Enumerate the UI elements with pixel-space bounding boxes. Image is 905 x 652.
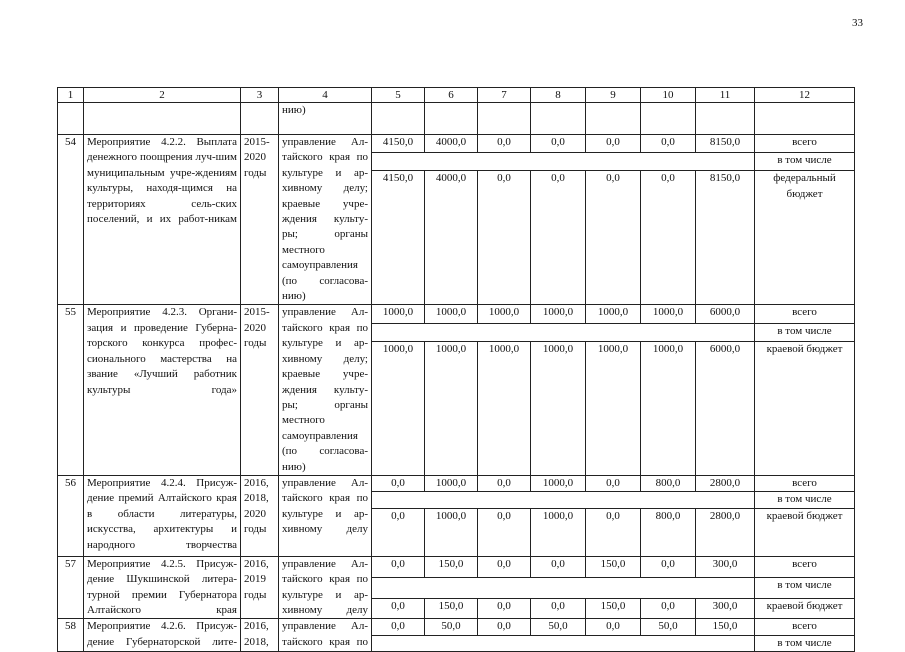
total-label: всего [755, 305, 855, 323]
value-cell: 0,0 [531, 598, 586, 619]
value-cell: 0,0 [586, 475, 641, 491]
value-cell: 0,0 [586, 619, 641, 635]
value-cell: 0,0 [372, 475, 425, 491]
value-cell: 0,0 [586, 171, 641, 305]
value-cell: 4000,0 [425, 171, 478, 305]
spacer-cell [372, 577, 755, 598]
including-label: в том числе [755, 323, 855, 341]
funding-source: федеральный бюджет [755, 171, 855, 305]
value-cell: 50,0 [425, 619, 478, 635]
value-cell: 0,0 [531, 556, 586, 577]
including-label: в том числе [755, 635, 855, 651]
including-label: в том числе [755, 577, 855, 598]
value-cell: 1000,0 [586, 341, 641, 475]
col-header: 10 [641, 88, 696, 103]
event-name: Мероприятие 4.2.4. Присуж-дение премий Алтайского края в области литературы, искусства, архитектуры и народного творчества [84, 475, 241, 556]
event-years: 2016, 2018, [241, 619, 279, 652]
value-cell: 4000,0 [425, 135, 478, 153]
row-number: 54 [58, 135, 84, 305]
value-cell: 0,0 [372, 598, 425, 619]
funding-source: краевой бюджет [755, 598, 855, 619]
col-header: 6 [425, 88, 478, 103]
value-cell: 0,0 [531, 171, 586, 305]
value-cell: 300,0 [696, 556, 755, 577]
col-header: 7 [478, 88, 531, 103]
spacer-cell [372, 492, 755, 508]
program-table [57, 87, 855, 652]
value-cell: 1000,0 [425, 475, 478, 491]
value-cell: 0,0 [478, 508, 531, 556]
value-cell: 2800,0 [696, 475, 755, 491]
value-cell: 1000,0 [478, 341, 531, 475]
executors: управление Ал-тайского края по [279, 619, 372, 652]
row-number: 55 [58, 305, 84, 475]
event-years: 2015- 2020 годы [241, 135, 279, 305]
value-cell: 0,0 [641, 556, 696, 577]
spacer-cell [372, 153, 755, 171]
value-cell: 0,0 [478, 135, 531, 153]
value-cell: 1000,0 [425, 341, 478, 475]
row-number: 58 [58, 619, 84, 652]
col-header: 5 [372, 88, 425, 103]
continuation-row [58, 103, 855, 135]
row-number: 56 [58, 475, 84, 556]
value-cell: 0,0 [478, 598, 531, 619]
event-years: 2016, 2019 годы [241, 556, 279, 619]
value-cell: 150,0 [425, 556, 478, 577]
value-cell: 0,0 [641, 135, 696, 153]
value-cell: 2800,0 [696, 508, 755, 556]
value-cell: 8150,0 [696, 135, 755, 153]
value-cell: 1000,0 [372, 305, 425, 323]
value-cell: 1000,0 [531, 508, 586, 556]
including-label: в том числе [755, 153, 855, 171]
spacer-cell [372, 323, 755, 341]
total-label: всего [755, 135, 855, 153]
value-cell: 0,0 [586, 508, 641, 556]
event-name: Мероприятие 4.2.3. Органи-зация и проведение Губерна-торского конкурса профес-сионального мастерства на звание «Лучший работник культуры года» [84, 305, 241, 475]
value-cell: 1000,0 [478, 305, 531, 323]
value-cell: 4150,0 [372, 171, 425, 305]
value-cell: 1000,0 [586, 305, 641, 323]
continuation-cell: нию) [279, 103, 372, 135]
value-cell: 0,0 [372, 508, 425, 556]
col-header: 8 [531, 88, 586, 103]
value-cell: 150,0 [586, 598, 641, 619]
event-name: Мероприятие 4.2.5. Присуж-дение Шукшинской литера-турной премии Губернатора Алтайского края [84, 556, 241, 619]
col-header: 3 [241, 88, 279, 103]
value-cell: 0,0 [478, 171, 531, 305]
value-cell: 6000,0 [696, 341, 755, 475]
value-cell: 4150,0 [372, 135, 425, 153]
value-cell: 300,0 [696, 598, 755, 619]
value-cell: 800,0 [641, 475, 696, 491]
value-cell: 0,0 [531, 135, 586, 153]
event-years: 2015- 2020 годы [241, 305, 279, 475]
value-cell: 0,0 [478, 619, 531, 635]
executors: управление Ал-тайского края по культуре и ар-хивному делу; краевые учре-ждения культу-ры; органы местного самоуправления (по согласова-нию) [279, 305, 372, 475]
value-cell: 1000,0 [425, 305, 478, 323]
col-header: 12 [755, 88, 855, 103]
value-cell: 1000,0 [531, 341, 586, 475]
executors: управление Ал-тайского края по культуре и ар-хивному делу [279, 475, 372, 556]
table-row [58, 556, 855, 577]
col-header: 1 [58, 88, 84, 103]
value-cell: 50,0 [531, 619, 586, 635]
value-cell: 150,0 [425, 598, 478, 619]
value-cell: 0,0 [478, 556, 531, 577]
spacer-cell [372, 635, 755, 651]
funding-source: краевой бюджет [755, 508, 855, 556]
value-cell: 0,0 [641, 171, 696, 305]
value-cell: 800,0 [641, 508, 696, 556]
value-cell: 8150,0 [696, 171, 755, 305]
header-row [58, 88, 855, 103]
value-cell: 1000,0 [641, 305, 696, 323]
executors: управление Ал-тайского края по культуре и ар-хивному делу [279, 556, 372, 619]
page-number: 33 [852, 17, 863, 29]
table-row [58, 619, 855, 635]
event-years: 2016, 2018, 2020 годы [241, 475, 279, 556]
value-cell: 150,0 [696, 619, 755, 635]
event-name: Мероприятие 4.2.2. Выплата денежного поощрения луч-шим муниципальным учре-ждениям культуры, находя-щимся на территориях сель-ских поселений, и их работ-никам [84, 135, 241, 305]
including-label: в том числе [755, 492, 855, 508]
value-cell: 1000,0 [641, 341, 696, 475]
table-row [58, 305, 855, 323]
col-header: 9 [586, 88, 641, 103]
table-row [58, 135, 855, 153]
value-cell: 0,0 [641, 598, 696, 619]
value-cell: 0,0 [478, 475, 531, 491]
value-cell: 1000,0 [531, 475, 586, 491]
total-label: всего [755, 619, 855, 635]
funding-source: краевой бюджет [755, 341, 855, 475]
total-label: всего [755, 475, 855, 491]
value-cell: 1000,0 [531, 305, 586, 323]
table-row [58, 475, 855, 491]
executors: управление Ал-тайского края по культуре и ар-хивному делу; краевые учре-ждения культу-ры; органы местного самоуправления (по согласова-нию) [279, 135, 372, 305]
table-rows [58, 135, 855, 652]
event-name: Мероприятие 4.2.6. Присуж-дение Губернаторской лите- [84, 619, 241, 652]
total-label: всего [755, 556, 855, 577]
value-cell: 6000,0 [696, 305, 755, 323]
value-cell: 150,0 [586, 556, 641, 577]
value-cell: 0,0 [586, 135, 641, 153]
value-cell: 50,0 [641, 619, 696, 635]
col-header: 2 [84, 88, 241, 103]
row-number: 57 [58, 556, 84, 619]
col-header: 11 [696, 88, 755, 103]
col-header: 4 [279, 88, 372, 103]
value-cell: 0,0 [372, 556, 425, 577]
value-cell: 0,0 [372, 619, 425, 635]
value-cell: 1000,0 [372, 341, 425, 475]
value-cell: 1000,0 [425, 508, 478, 556]
